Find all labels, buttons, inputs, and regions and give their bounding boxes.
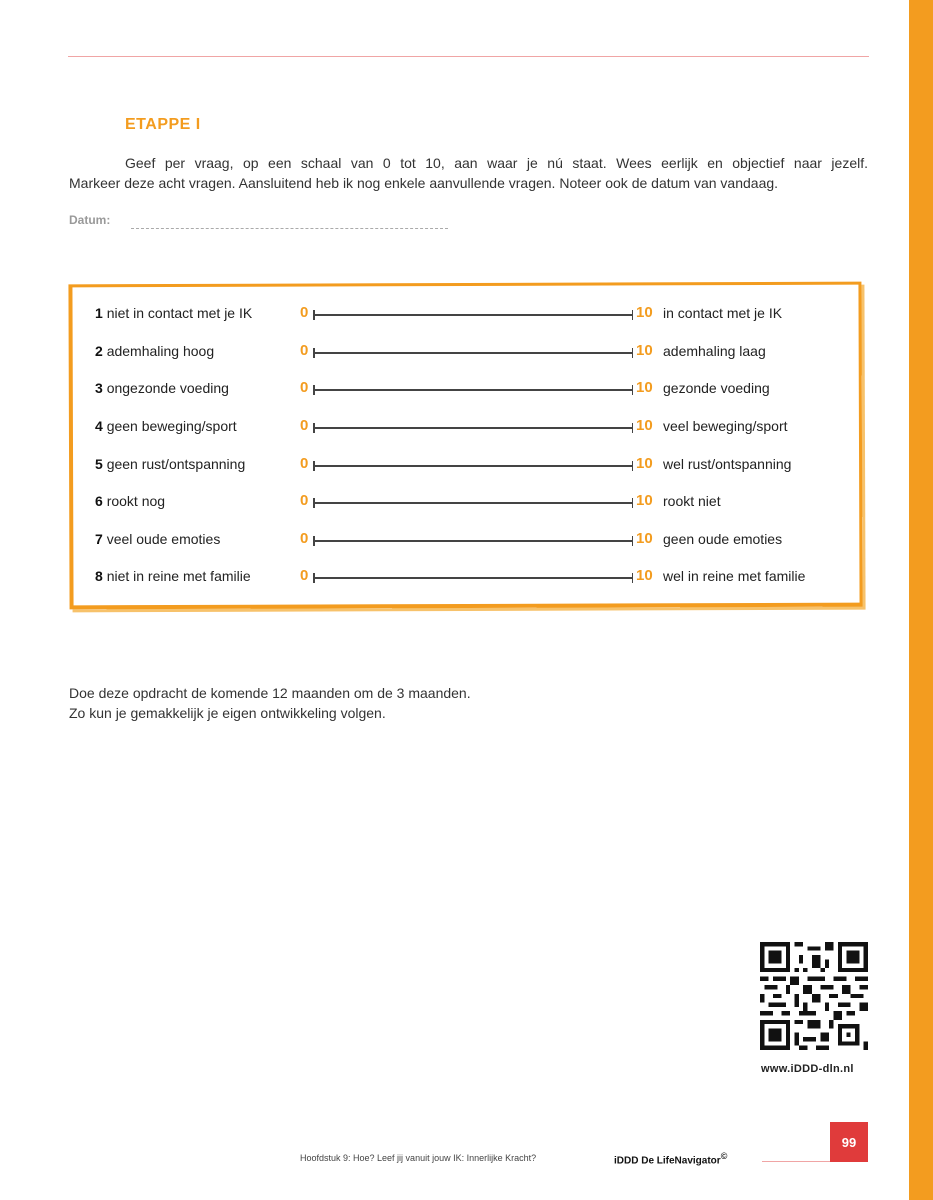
instruction-note <box>69 683 471 723</box>
question-right-label: rookt niet <box>663 493 721 509</box>
intro-paragraph <box>69 153 868 193</box>
footer-divider <box>762 1161 830 1162</box>
note-line-1: Doe deze opdracht de komende 12 maanden om de 3 maanden. <box>69 685 471 701</box>
rating-scale-line[interactable] <box>313 352 633 354</box>
scale-min-label: 0 <box>300 455 309 472</box>
question-row <box>95 531 855 551</box>
question-left-label: veel oude emoties <box>106 531 221 547</box>
question-number: 1 <box>95 305 103 321</box>
rating-scale-line[interactable] <box>313 540 633 542</box>
question-left-label: ademhaling hoog <box>106 343 215 359</box>
footer-chapter: Hoofdstuk 9: Hoe? Leef jij vanuit jouw IK: Innerlijke Kracht? <box>300 1153 537 1163</box>
question-right-label: wel rust/ontspanning <box>663 456 792 472</box>
question-left-label: ongezonde voeding <box>106 380 229 396</box>
scale-min-label: 0 <box>300 304 309 321</box>
section-heading: ETAPPE I <box>125 116 201 133</box>
date-label: Datum: <box>69 213 111 227</box>
copyright-mark: © <box>720 1151 728 1161</box>
page-number-badge: 99 <box>830 1122 868 1162</box>
footer-brand <box>614 1151 727 1166</box>
scale-max-label: 10 <box>636 379 653 396</box>
question-number: 8 <box>95 568 103 584</box>
intro-line-1: Geef per vraag, op een schaal van 0 tot 10, aan waar je nú staat. Wees eerlijk en objectief naar jezelf. <box>125 155 868 171</box>
scale-max-label: 10 <box>636 455 653 472</box>
question-number: 2 <box>95 343 103 359</box>
rating-scale-line[interactable] <box>313 389 633 391</box>
question-left-label: rookt nog <box>106 493 166 509</box>
rating-scale-line[interactable] <box>313 577 633 579</box>
question-right-label: veel beweging/sport <box>663 418 788 434</box>
rating-scale-line[interactable] <box>313 427 633 429</box>
question-row <box>95 456 855 476</box>
scale-max-label: 10 <box>636 417 653 434</box>
question-row <box>95 305 855 325</box>
scale-min-label: 0 <box>300 492 309 509</box>
scale-min-label: 0 <box>300 417 309 434</box>
question-row <box>95 380 855 400</box>
question-left-label: geen beweging/sport <box>106 418 237 434</box>
question-number: 4 <box>95 418 103 434</box>
scale-max-label: 10 <box>636 530 653 547</box>
question-row <box>95 493 855 513</box>
scale-min-label: 0 <box>300 530 309 547</box>
question-number: 3 <box>95 380 103 396</box>
note-line-2: Zo kun je gemakkelijk je eigen ontwikkeling volgen. <box>69 705 386 721</box>
scale-min-label: 0 <box>300 567 309 584</box>
question-right-label: in contact met je IK <box>663 305 783 321</box>
scale-max-label: 10 <box>636 492 653 509</box>
date-input-line[interactable] <box>131 228 448 229</box>
scale-max-label: 10 <box>636 567 653 584</box>
brand-name: iDDD De LifeNavigator <box>614 1155 721 1167</box>
question-row <box>95 418 855 438</box>
scale-max-label: 10 <box>636 342 653 359</box>
intro-line-2: Markeer deze acht vragen. Aansluitend heb ik nog enkele aanvullende vragen. Noteer ook de datum van vandaag. <box>69 175 779 191</box>
scale-min-label: 0 <box>300 342 309 359</box>
question-right-label: geen oude emoties <box>663 531 783 547</box>
rating-scale-line[interactable] <box>313 502 633 504</box>
rating-scale-line[interactable] <box>313 465 633 467</box>
question-number: 5 <box>95 456 103 472</box>
questions-frame <box>68 282 862 610</box>
question-left-label: niet in reine met familie <box>106 568 251 584</box>
side-accent-bar <box>909 0 933 1200</box>
question-right-label: wel in reine met familie <box>663 568 806 584</box>
question-right-label: ademhaling laag <box>663 343 766 359</box>
question-row <box>95 343 855 363</box>
website-link[interactable]: www.iDDD-dln.nl <box>761 1063 854 1075</box>
top-divider <box>68 56 869 57</box>
question-left-label: niet in contact met je IK <box>106 305 253 321</box>
scale-min-label: 0 <box>300 379 309 396</box>
question-left-label: geen rust/ontspanning <box>106 456 246 472</box>
question-number: 6 <box>95 493 103 509</box>
scale-max-label: 10 <box>636 304 653 321</box>
qr-code-icon[interactable] <box>760 942 868 1050</box>
question-number: 7 <box>95 531 103 547</box>
question-right-label: gezonde voeding <box>663 380 770 396</box>
rating-scale-line[interactable] <box>313 314 633 316</box>
question-row <box>95 568 855 588</box>
